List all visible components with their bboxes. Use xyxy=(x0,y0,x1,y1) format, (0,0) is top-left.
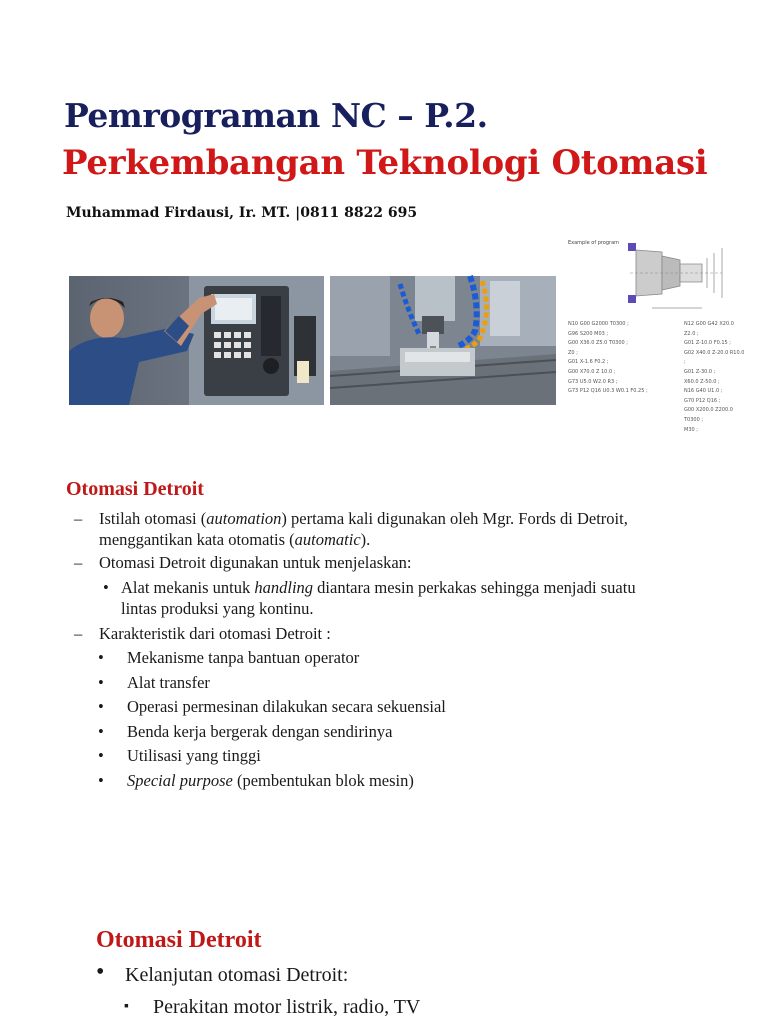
code-line: G01 Z-10.0 F0.15 ; xyxy=(684,340,731,347)
document-subtitle: Perkembangan Teknologi Otomasi xyxy=(62,143,708,183)
code-line: M30 ; xyxy=(684,426,698,433)
code-line: G00 X200.0 Z200.0 T0300 ; xyxy=(684,407,733,423)
code-line: G70 P12 Q16 ; xyxy=(684,397,721,404)
code-line: G02 X40.0 Z-20.0 R10.0 ; xyxy=(684,349,745,366)
code-line: Z0 ; xyxy=(568,349,578,356)
code-line: N12 G00 G42 X20.0 Z2.0 ; xyxy=(684,321,734,337)
author-line: Muhammad Firdausi, Ir. MT. |0811 8822 695 xyxy=(66,205,418,221)
section2-heading: Otomasi Detroit xyxy=(96,927,262,953)
code-line: X60.0 Z-50.0 ; xyxy=(684,378,720,385)
section-heading: Otomasi Detroit xyxy=(66,478,204,500)
code-line: G00 X36.0 Z5.0 T0300 ; xyxy=(568,340,628,347)
code-line: G73 P12 Q16 U0.3 W0.1 F0.25 ; xyxy=(568,388,648,395)
code-line: G96 S200 M03 ; xyxy=(568,330,609,337)
nc-program-diagram xyxy=(562,238,746,433)
code-line: G73 U5.0 W2.0 R3 ; xyxy=(568,378,618,385)
document-title: Pemrograman NC – P.2. xyxy=(64,96,488,135)
code-line: N16 G40 U1.0 ; xyxy=(684,388,723,395)
diagram-caption: Example of program xyxy=(568,240,620,246)
code-line: G01 Z-30.0 ; xyxy=(684,368,716,375)
diagram-code-left xyxy=(568,320,648,397)
diagram-code-right xyxy=(684,320,746,435)
operator-photo xyxy=(69,276,324,405)
code-line: N10 G00 G2000 T0300 ; xyxy=(568,321,629,327)
code-line: G00 X70.0 Z 10.0 ; xyxy=(568,368,616,375)
code-line: G01 X-1.6 F0.2 ; xyxy=(568,359,609,366)
milling-machine-photo xyxy=(330,276,556,405)
